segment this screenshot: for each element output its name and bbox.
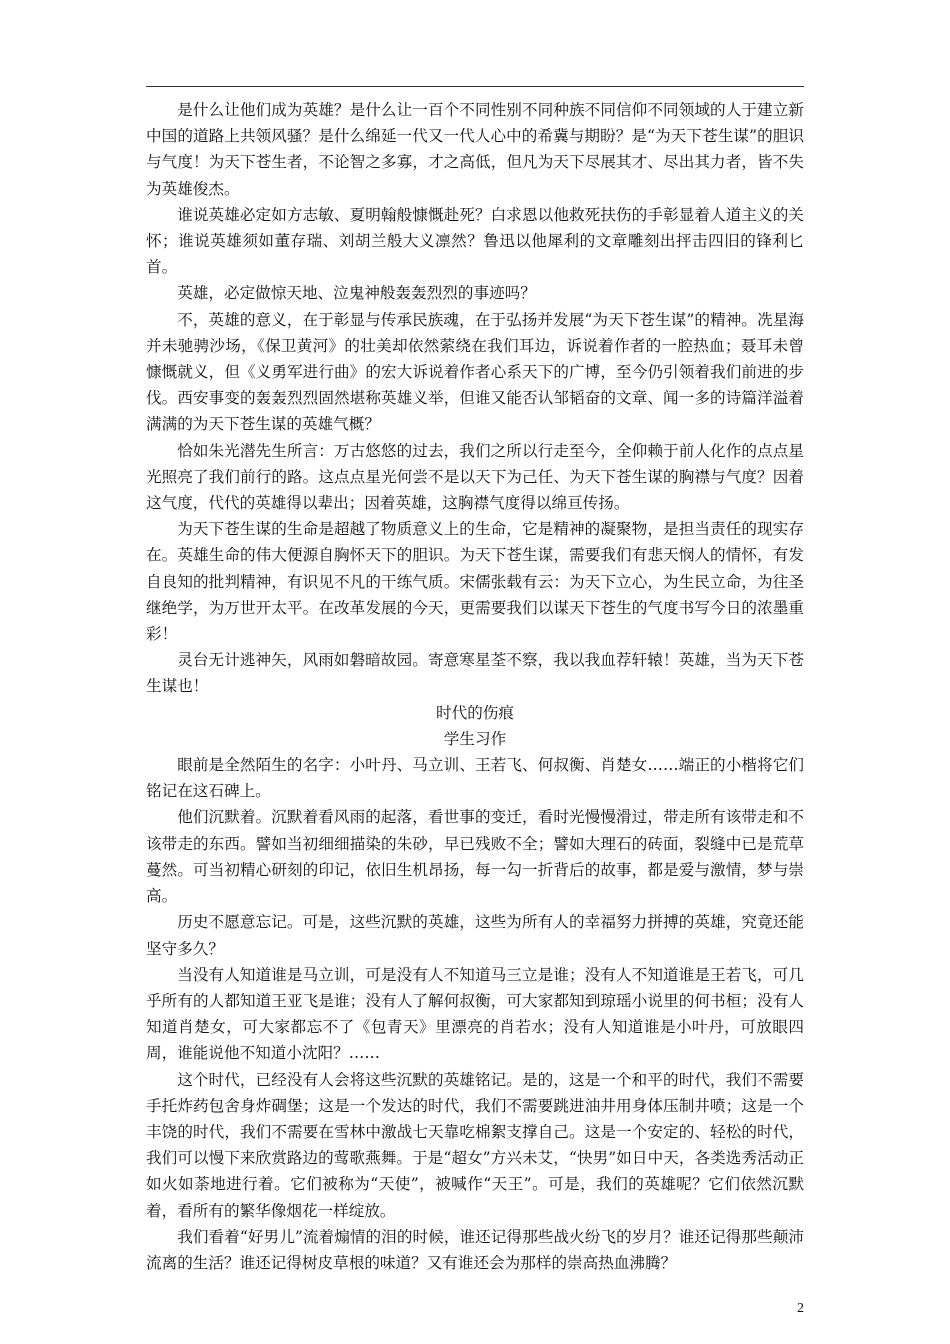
paragraph: 这个时代，已经没有人会将这些沉默的英雄铭记。是的，这是一个和平的时代，我们不需要手托炸药包舍身炸碉堡；这是一个发达的时代，我们不需要跳进油井用身体压制井喷；这是一个丰饶的时代，我们不需要在雪林中激战七天靠吃棉絮支撑自己。这是一个安定的、轻松的时代，我们可以慢下来欣赏路边的莺歌燕舞。于是“超女”方兴未艾，“快男”如日中天，各类选秀活动正如火如荼地进行着。它们被称为“天使”，被喊作“天王”。可是，我们的英雄呢？它们依然沉默着，看所有的繁华像烟花一样绽放。 (146, 1070, 804, 1220)
paragraph: 不，英雄的意义，在于彰显与传承民族魂，在于弘扬并发展“为天下苍生谋”的精神。冼星海并未驰骋沙场，《保卫黄河》的壮美却依然萦绕在我们耳边，诉说着作者的一腔热血；聂耳未曾慷慨就义，但《义勇军进行曲》的宏大诉说着作者心系天下的广博，至今仍引领着我们前进的步伐。西安事变的轰轰烈烈固然堪称英雄义举，但谁又能否认邹韬奋的文章、闻一多的诗篇洋溢着满满的为天下苍生谋的英雄气概？ (146, 310, 804, 434)
paragraph: 他们沉默着。沉默着看风雨的起落，看世事的变迁，看时光慢慢滑过，带走所有该带走和不该带走的东西。譬如当初细细描染的朱砂，早已残败不全；譬如大理石的砖面，裂缝中已是荒草蔓然。可当初精心研刻的印记，依旧生机昂扬，每一勾一折背后的故事，都是爱与激情，梦与崇高。 (146, 808, 804, 906)
essay-title: 时代的伤痕 (436, 703, 514, 722)
page-number: 2 (797, 1301, 804, 1316)
essay-author: 学生习作 (443, 729, 507, 748)
paragraph: 眼前是全然陌生的名字：小叶丹、马立训、王若飞、何叔衡、肖楚女……端正的小楷将它们铭记在这石碑上。 (146, 756, 804, 801)
paragraph: 当没有人知道谁是马立训，可是没有人不知道马三立是谁；没有人不知道谁是王若飞，可几乎所有的人都知道王亚飞是谁；没有人了解何叔衡，可大家都知到琼瑶小说里的何书桓；没有人知道肖楚女，可大家都忘不了《包青天》里漂亮的肖若水；没有人知道谁是小叶丹，可放眼四周，谁能说他不知道小沈阳？…… (146, 965, 804, 1063)
paragraph: 英雄，必定做惊天地、泣鬼神般轰轰烈烈的事迹吗？ (177, 284, 536, 303)
paragraph: 我们看着“好男儿”流着煽情的泪的时候，谁还记得那些战火纷飞的岁月？谁还记得那些颠沛流离的生活？谁还记得树皮草根的味道？又有谁还会为那样的崇高热血沸腾？ (146, 1227, 804, 1272)
paragraph: 恰如朱光潜先生所言：万古悠悠的过去，我们之所以行走至今，全仰赖于前人化作的点点星光照亮了我们前行的路。这点点星光何尝不是以天下为己任、为天下苍生谋的胸襟与气度？因着这气度，代代的英雄得以辈出；因着英雄，这胸襟气度得以绵亘传扬。 (146, 441, 804, 513)
paragraph: 谁说英雄必定如方志敏、夏明翰般慷慨赴死？白求恩以他救死扶伤的手彰显着人道主义的关怀；谁说英雄须如董存瑞、刘胡兰般大义凛然？鲁迅以他犀利的文章雕刻出抨击四旧的锋利匕首。 (146, 205, 804, 277)
header-rule (146, 86, 804, 87)
paragraph: 是什么让他们成为英雄？是什么让一百个不同性别不同种族不同信仰不同领域的人于建立新中国的道路上共领风骚？是什么绵延一代又一代人心中的希冀与期盼？是“为天下苍生谋”的胆识与气度！为天下苍生者，不论智之多寡，才之高低，但凡为天下尽展其才、尽出其力者，皆不失为英雄俊杰。 (146, 101, 804, 198)
document-body (146, 97, 804, 1276)
paragraph: 历史不愿意忘记。可是，这些沉默的英雄，这些为所有人的幸福努力拼搏的英雄，究竟还能坚守多久？ (146, 913, 804, 958)
paragraph: 为天下苍生谋的生命是超越了物质意义上的生命，它是精神的凝聚物，是担当责任的现实存在。英雄生命的伟大便源自胸怀天下的胆识。为天下苍生谋，需要我们有悲天悯人的情怀，有发自良知的批判精神，有识见不凡的干练气质。宋儒张载有云：为天下立心，为生民立命，为往圣继绝学，为万世开太平。在改革发展的今天，更需要我们以谋天下苍生的气度书写今日的浓墨重彩！ (146, 520, 804, 644)
paragraph: 灵台无计逃神矢，风雨如磐暗故园。寄意寒星荃不察，我以我血荐轩辕！英雄，当为天下苍生谋也！ (146, 651, 804, 696)
